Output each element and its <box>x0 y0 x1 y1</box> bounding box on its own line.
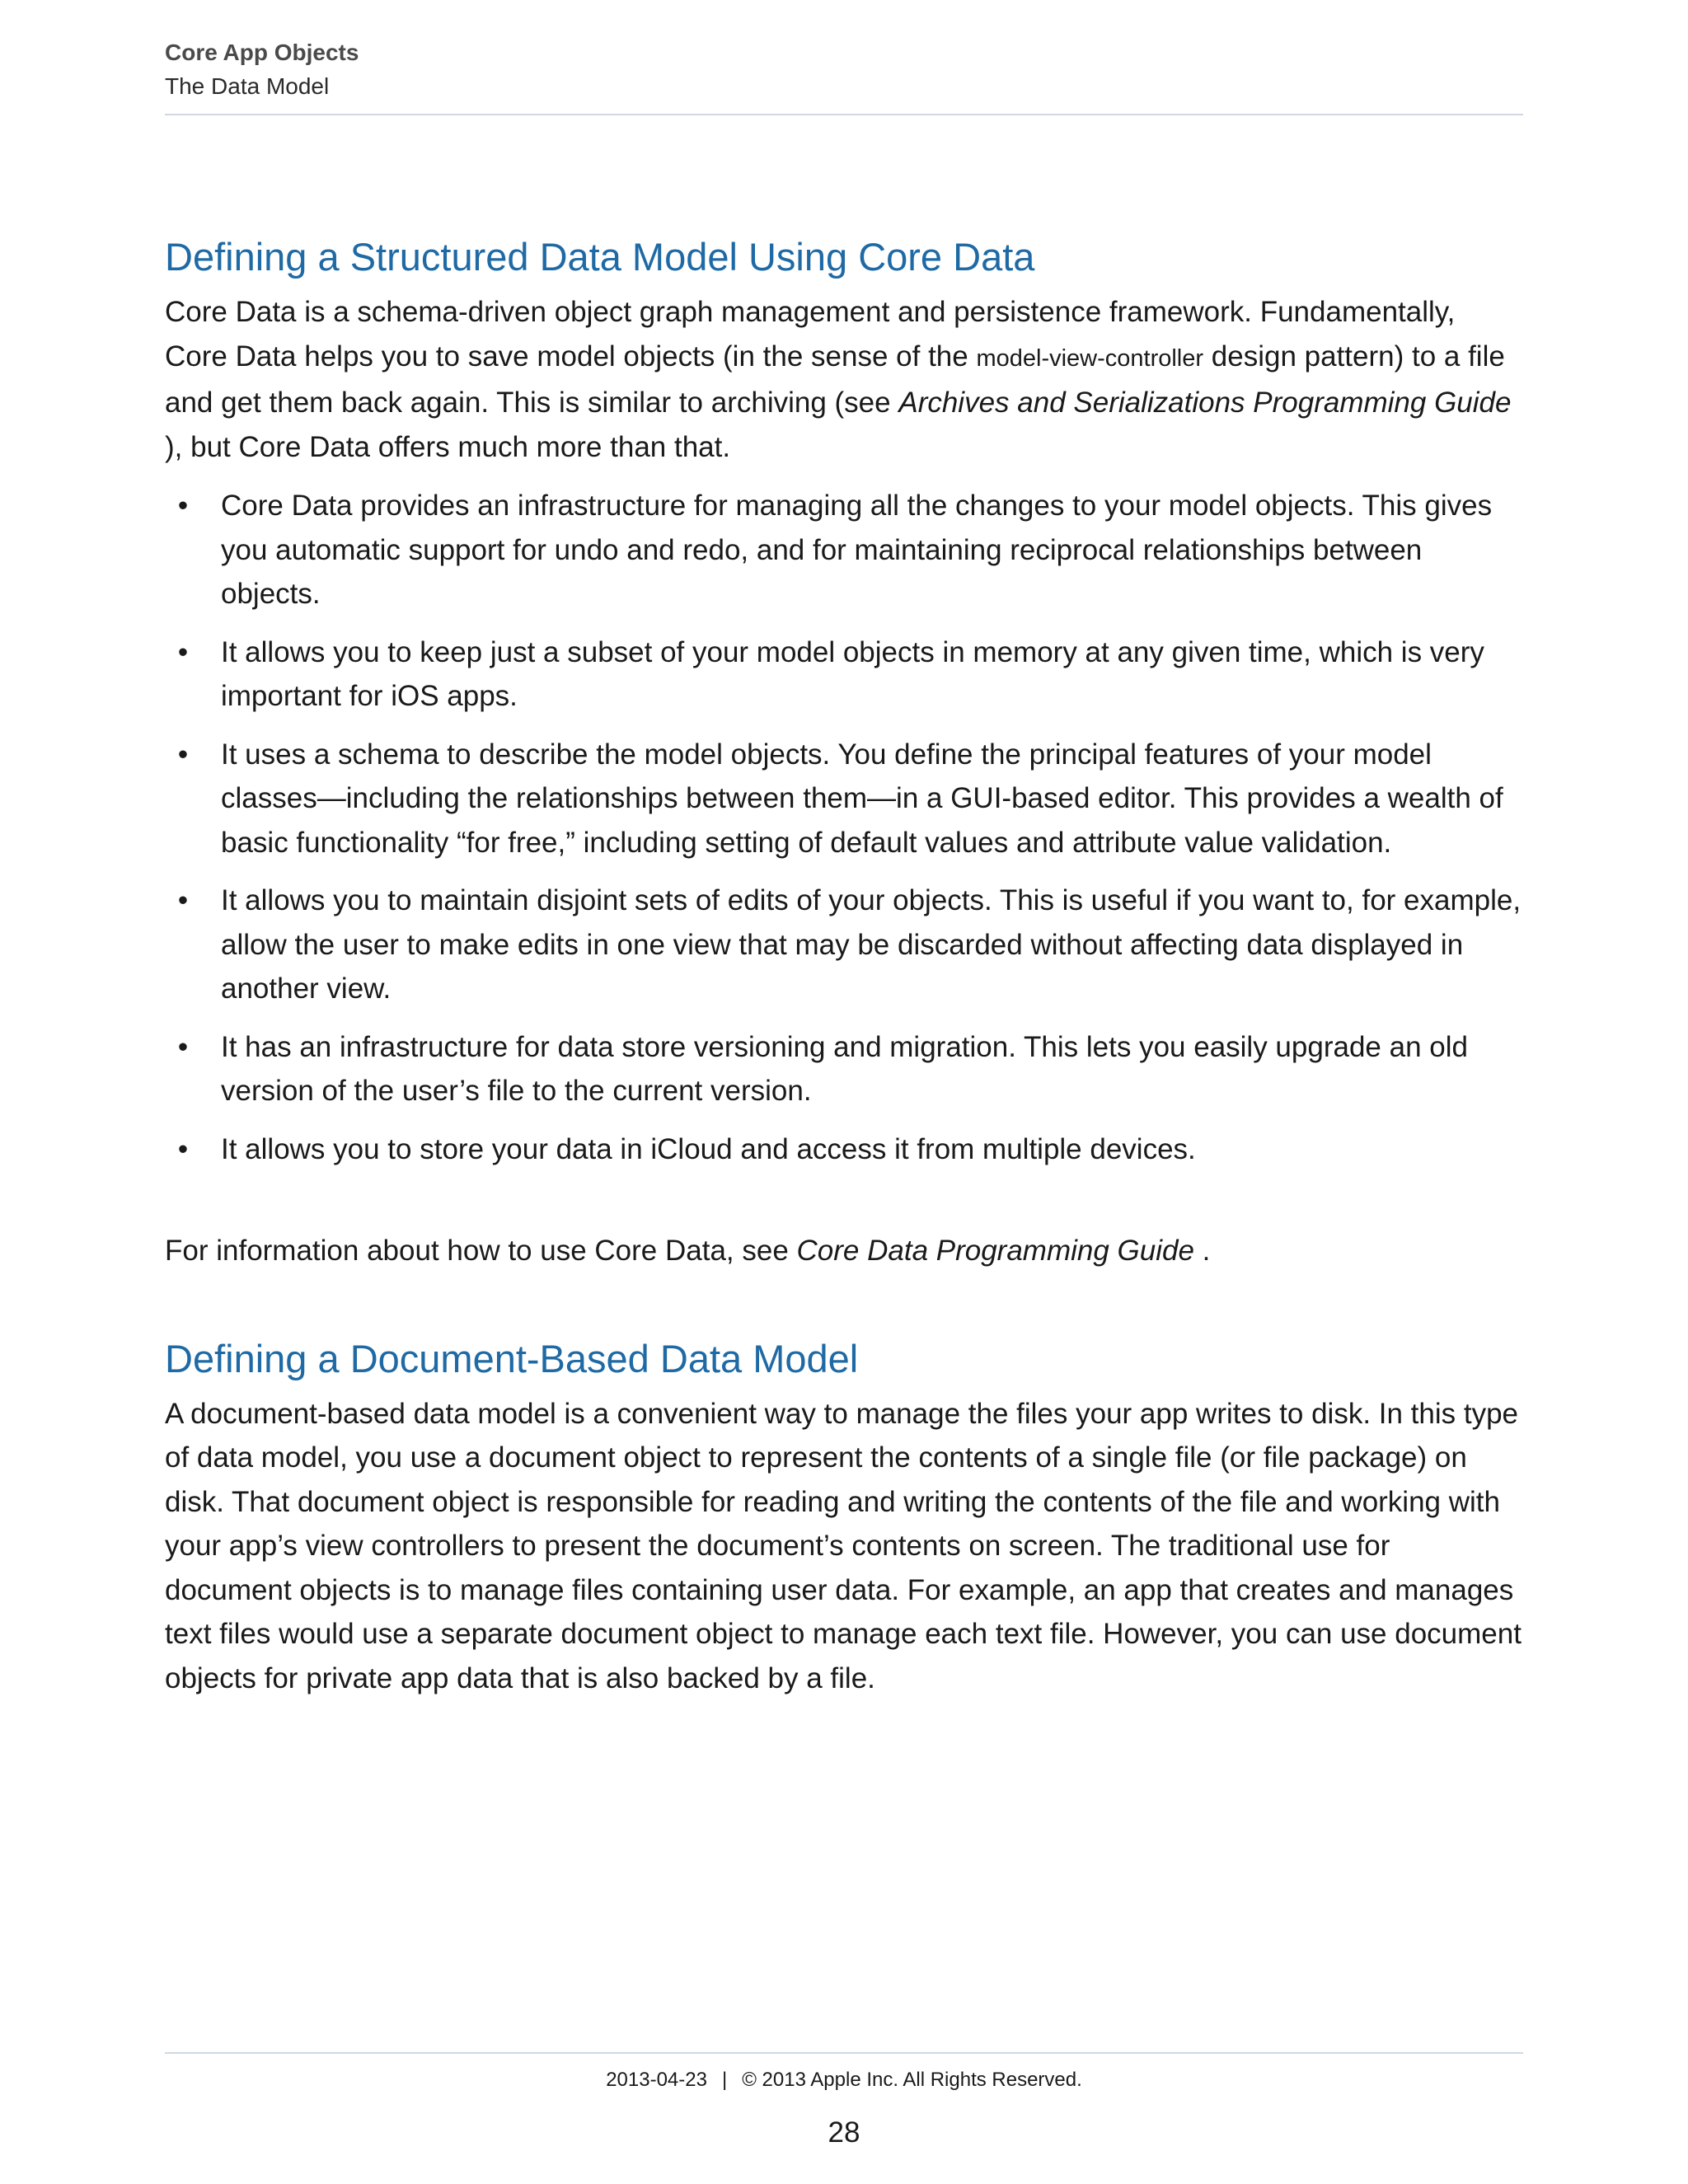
info-prefix: For information about how to use Core Data, see <box>165 1235 797 1267</box>
core-data-intro-paragraph <box>165 290 1523 469</box>
bullet-icon: • <box>177 490 189 522</box>
section-heading-document-model: Defining a Document-Based Data Model <box>165 1336 859 1380</box>
list-item-text: It allows you to store your data in iCloud and access it from multiple devices. <box>221 1132 1196 1165</box>
running-header <box>165 36 1523 104</box>
list-item <box>165 1127 1523 1172</box>
intro-text-part-3: ), but Core Data offers much more than that. <box>165 430 731 463</box>
list-item <box>165 733 1523 865</box>
list-item <box>165 1025 1523 1113</box>
list-item-text: It uses a schema to describe the model objects. You define the principal features of your model classes—including the relationships between them—in a GUI-based editor. This provides a wealth of basic functionality “for free,” including setting of default values and attribute value validation. <box>221 738 1503 859</box>
footer-separator: | <box>721 2069 728 2091</box>
section-heading-core-data: Defining a Structured Data Model Using Core Data <box>165 235 1035 279</box>
bullet-icon: • <box>177 738 189 771</box>
document-model-section <box>165 1326 1523 1701</box>
intro-text-part-2: design pattern) to a file and get them back again. This is similar to archiving (see <box>165 340 1505 419</box>
section-title: The Data Model <box>165 73 330 99</box>
footer-copyright: © 2013 Apple Inc. All Rights Reserved. <box>742 2069 1082 2091</box>
footer-date: 2013-04-23 <box>606 2069 707 2091</box>
list-item-text: Core Data provides an infrastructure for managing all the changes to your model objects. This gives you automatic support for undo and redo, and for maintaining reciprocal relationships between objects. <box>221 490 1493 610</box>
chapter-title: Core App Objects <box>165 40 359 65</box>
document-model-paragraph: A document-based data model is a convenient way to manage the files your app writes to disk. In this type of data model, you use a document object to represent the contents of a single file (or file package) on disk. That document object is responsible for reading and writing the contents of the file and working with your app’s view controllers to present the document’s contents on screen. The traditional use for document objects is to manage files containing user data. For example, an app that creates and manages text files would use a separate document object to manage each text file. However, you can use document objects for private app data that is also backed by a file. <box>165 1397 1522 1694</box>
bullet-icon: • <box>177 1132 189 1165</box>
list-item <box>165 484 1523 616</box>
core-data-feature-list <box>165 484 1523 1171</box>
list-item <box>165 630 1523 719</box>
core-data-info-paragraph <box>165 1229 1523 1273</box>
list-item-text: It allows you to maintain disjoint sets of edits of your objects. This is useful if you want to, for example, allow the user to make edits in one view that may be discarded without affecting data displayed in another view. <box>221 884 1522 1005</box>
core-data-guide-link[interactable]: Core Data Programming Guide <box>796 1235 1194 1267</box>
page-footer <box>165 2065 1523 2095</box>
list-item-text: It allows you to keep just a subset of your model objects in memory at any given time, which is very important for iOS apps. <box>221 635 1484 712</box>
info-suffix: . <box>1193 1235 1211 1267</box>
bullet-icon: • <box>177 1030 189 1063</box>
footer-divider <box>165 2052 1523 2054</box>
bullet-icon: • <box>177 635 189 668</box>
mvc-term-link[interactable]: model-view-controller <box>976 344 1204 372</box>
page-number: 28 <box>828 2116 860 2149</box>
archives-guide-link[interactable]: Archives and Serializations Programming Guide <box>898 387 1512 419</box>
list-item-text: It has an infrastructure for data store versioning and migration. This lets you easily upgrade an old version of the user’s file to the current version. <box>221 1030 1468 1107</box>
intro-text-part-1: Core Data is a schema-driven object graph management and persistence framework. Fundamentally, Core Data helps you to save model objects (in the sense of the <box>165 296 1456 373</box>
header-divider <box>165 114 1523 115</box>
main-content <box>165 224 1523 1700</box>
list-item <box>165 879 1523 1011</box>
bullet-icon: • <box>177 884 189 916</box>
